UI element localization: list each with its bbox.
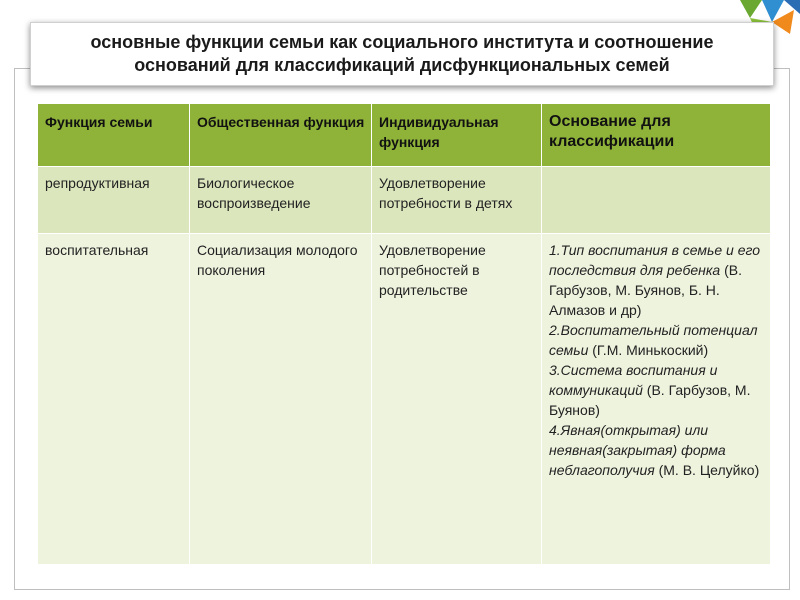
cell-individual: Удовлетворение потребностей в родительстве — [372, 234, 542, 565]
basis-item: 3.Система воспитания и коммуникаций (В. Гарбузов, М. Буянов) — [549, 362, 751, 418]
cell-basis — [542, 234, 771, 565]
header-function: Функция семьи — [38, 104, 190, 167]
header-social: Общественная функция — [190, 104, 372, 167]
table-row — [38, 234, 771, 565]
table-header-row — [38, 104, 771, 167]
functions-table — [37, 103, 771, 565]
table-row — [38, 167, 771, 234]
cell-function: воспитательная — [38, 234, 190, 565]
basis-item: 2.Воспитательный потенциал семьи (Г.М. Минькоский) — [549, 322, 758, 358]
slide-title — [30, 22, 774, 86]
basis-item: 4.Явная(открытая) или неявная(закрытая) форма неблагополучия (М. В. Целуйко) — [549, 422, 760, 478]
title-line-1: основные функции семьи как социального института и соотношение — [90, 32, 714, 52]
cell-social: Социализация молодого поколения — [190, 234, 372, 565]
cell-basis — [542, 167, 771, 234]
basis-item: 1.Тип воспитания в семье и его последствия для ребенка (В. Гарбузов, М. Буянов, Б. Н. Алмазов и др) — [549, 242, 761, 318]
title-line-2: оснований для классификаций дисфункциональных семей — [134, 55, 670, 75]
header-individual: Индивидуальная функция — [372, 104, 542, 167]
header-basis: Основание для классификации — [542, 104, 771, 167]
cell-individual: Удовлетворение потребности в детях — [372, 167, 542, 234]
cell-function: репродуктивная — [38, 167, 190, 234]
cell-social: Биологическое воспроизведение — [190, 167, 372, 234]
